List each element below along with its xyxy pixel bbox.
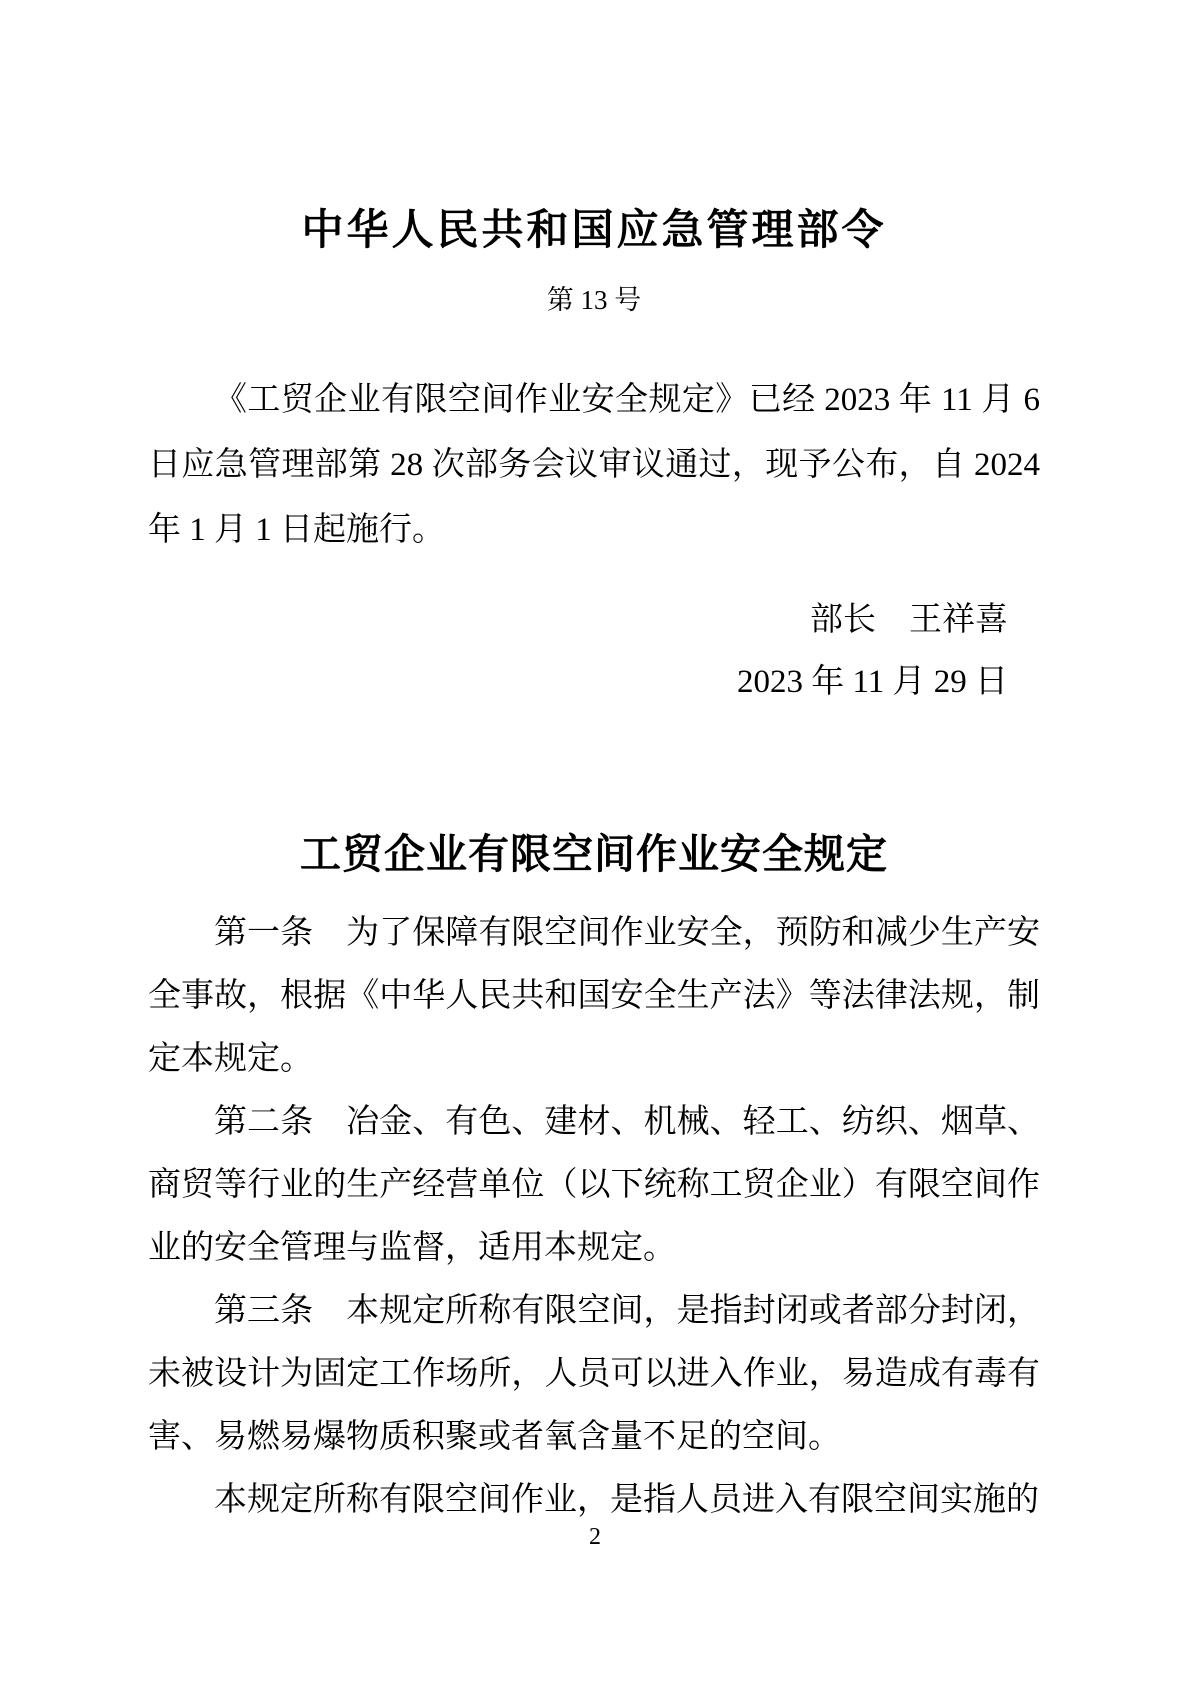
order-number: 第 13 号 — [546, 284, 642, 315]
signature-block — [148, 589, 1040, 713]
signature-line: 部长 王祥喜 — [810, 601, 1008, 638]
article-2-paragraph: 第二条 冶金、有色、建材、机械、轻工、纺织、烟草、商贸等行业的生产经营单位（以下统称工贸企业）有限空间作业的安全管理与监督，适用本规定。 — [148, 1104, 1040, 1267]
article-3-continuation-paragraph: 本规定所称有限空间作业，是指人员进入有限空间实施的 — [214, 1482, 1039, 1519]
regulation-body — [148, 902, 1040, 1532]
article-1-paragraph: 第一条 为了保障有限空间作业安全，预防和减少生产安全事故，根据《中华人民共和国安全生产法》等法律法规，制定本规定。 — [148, 915, 1040, 1078]
signature-date: 2023 年 11 月 29 日 — [736, 663, 1008, 700]
regulation-title: 工贸企业有限空间作业安全规定 — [300, 830, 888, 877]
article-3-paragraph: 第三条 本规定所称有限空间，是指封闭或者部分封闭，未被设计为固定工作场所，人员可以进入作业，易造成有毒有害、易燃易爆物质积聚或者氧含量不足的空间。 — [148, 1293, 1040, 1456]
order-title: 中华人民共和国应急管理部令 — [301, 208, 887, 254]
page-number: 2 — [589, 1524, 601, 1550]
order-preamble: 《工贸企业有限空间作业安全规定》已经 2023 年 11 月 6 日应急管理部第 28 次部务会议审议通过，现予公布，自 2024 年 1 月 1 日起施行。 — [148, 381, 1040, 548]
